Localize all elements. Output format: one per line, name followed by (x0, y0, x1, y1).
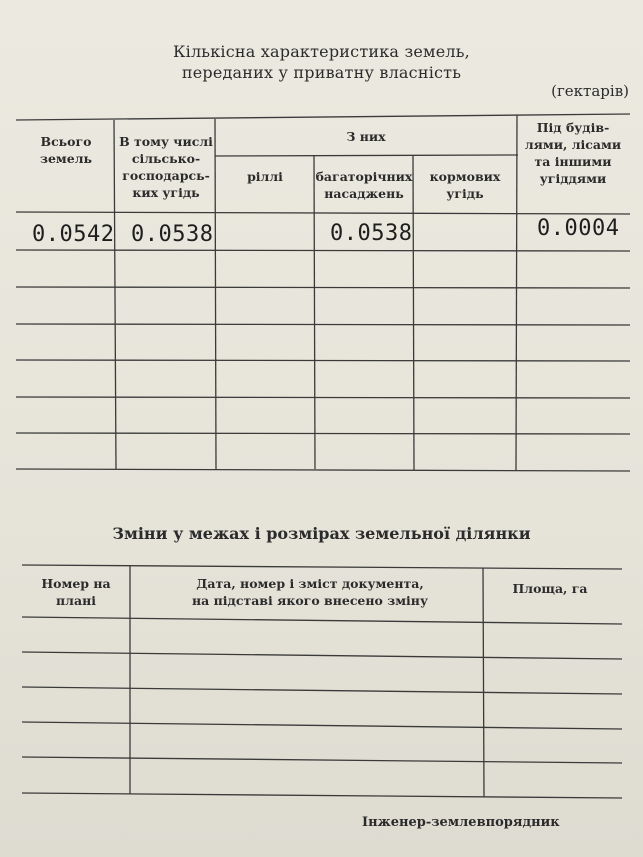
signature-label: Інженер-землевпорядник (362, 815, 560, 830)
header-of-which: З них (346, 129, 386, 144)
header-plan-no: Номер на плані (41, 576, 111, 608)
value-total: 0.0542 (32, 222, 115, 247)
changes-title: Зміни у межах і розмірах земельної ділянки (112, 524, 531, 543)
title-line-2: переданих у приватну власність (181, 63, 462, 82)
value-perennial: 0.0538 (330, 221, 413, 246)
value-agri: 0.0538 (131, 222, 214, 247)
header-other: Під будів-лями, лісами та іншими угіддями (524, 120, 622, 186)
units-label: (гектарів) (551, 82, 629, 100)
header-document: Дата, номер і зміст документа, на підставі якого внесено зміну (192, 576, 428, 608)
header-area: Площа, га (512, 581, 588, 596)
header-total: Всього земель (39, 134, 93, 166)
header-agri: В тому числі сільсько-господарсь-ких угідь (119, 134, 213, 200)
header-forage: кормових угідь (429, 169, 501, 201)
title-line-1: Кількісна характеристика земель, (173, 42, 470, 61)
header-perennial: багаторічних насаджень (315, 169, 413, 201)
value-other: 0.0004 (537, 216, 620, 241)
header-arable: ріллі (247, 169, 283, 184)
